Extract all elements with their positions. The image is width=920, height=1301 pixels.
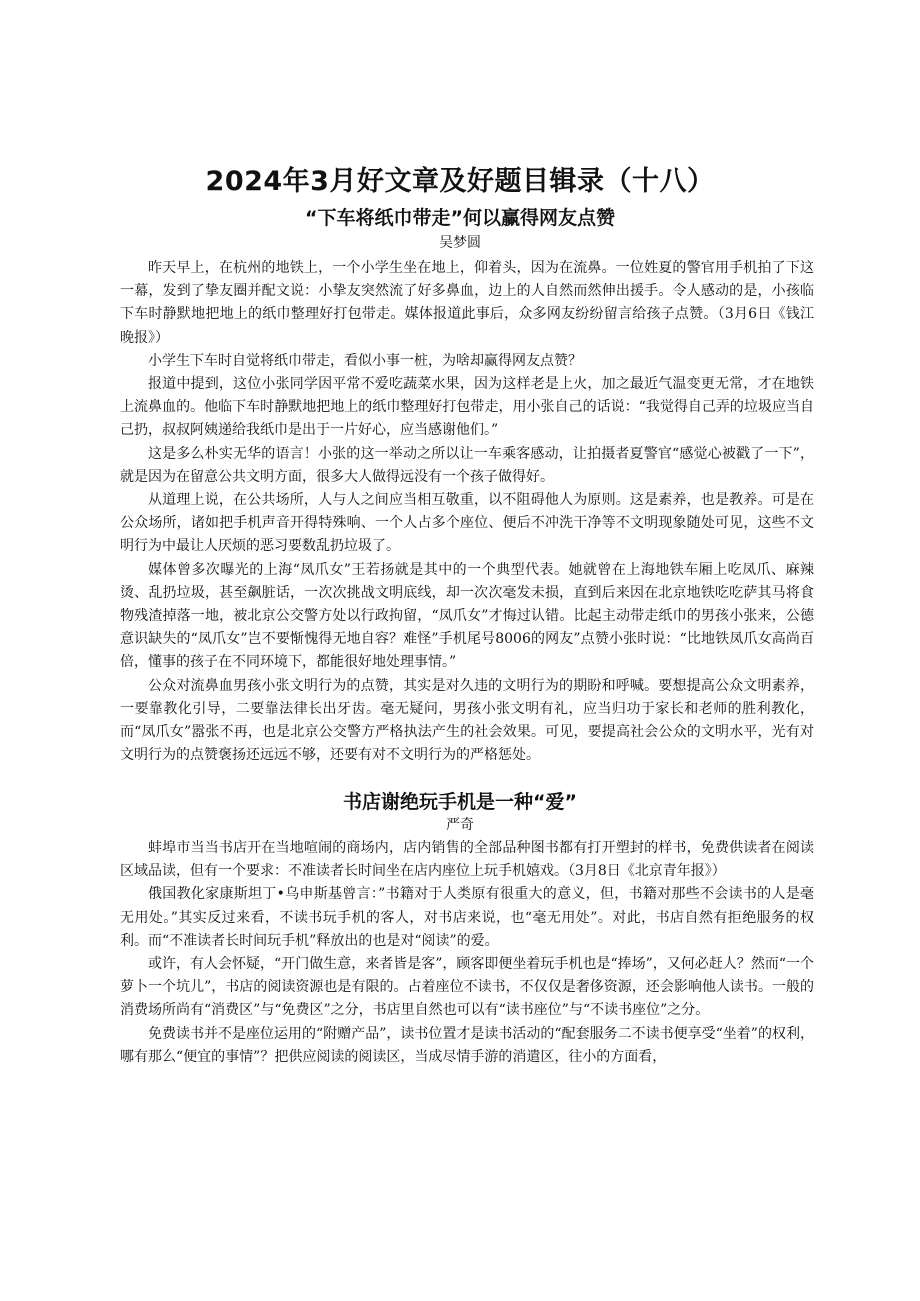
article-2-body [120,837,814,1069]
article-2-author: 严奇 [446,817,474,833]
article-1-paragraph: 这是多么朴实无华的语言！小张的这一举动之所以让一车乘客感动，让拍摄者夏警官“感觉心被戳了一下”，就是因为在留意公共文明方面，很多大人做得远没有一个孩子做得好。 [120,445,814,485]
article-2-paragraph: 蚌埠市当当书店开在当地喧闹的商场内，店内销售的全部品种图书都有打开塑封的样书，免费供读者在阅读区域品读，但有一个要求：不准读者长时间坐在店内座位上玩手机嬉戏。（3月8日《北京青年报》） [120,840,814,880]
document-title: 2024年3月好文章及好题目辑录（十八） [205,166,715,197]
article-2-paragraph: 免费读书并不是座位运用的“附赠产品”，读书位置才是读书活动的“配套服务二不读书便享受“坐着”的权利，哪有那么“便宜的事情”？把供应阅读的阅读区，当成尽情手游的消遣区，往小的方面看， [120,1025,814,1065]
article-1-paragraph: 从道理上说，在公共场所，人与人之间应当相互敬重，以不阻碍他人为原则。这是素养，也是教养。可是在公众场所，诸如把手机声音开得特殊响、一个人占多个座位、便后不冲洗干净等不文明现象随处可见，这些不文明行为中最让人厌烦的恶习要数乱扔垃圾了。 [120,492,814,555]
article-2-title: 书店谢绝玩手机是一种“爱” [343,791,577,813]
article-1-paragraph: 昨天早上，在杭州的地铁上，一个小学生坐在地上，仰着头，因为在流鼻。一位姓夏的警官用手机拍了下这一幕，发到了挚友圈并配文说：小挚友突然流了好多鼻血，边上的人自然而然伸出援手。令人感动的是，小孩临下车时静默地把地上的纸巾整理好打包带走。媒体报道此事后，众多网友纷纷留言给孩子点赞。（3月6日《钱江晚报》） [120,260,814,346]
article-1-paragraph: 小学生下车时自觉将纸巾带走，看似小事一桩，为啥却赢得网友点赞？ [148,352,582,369]
article-1-paragraph: 媒体曾多次曝光的上海“凤爪女”王若扬就是其中的一个典型代表。她就曾在上海地铁车厢上吃凤爪、麻辣烫、乱扔垃圾，甚至飙脏话，一次次挑战文明底线，却一次次毫发未损，直到后来因在北京地铁吃吃萨其马将食物残渣掉落一地，被北京公交警方处以行政拘留，“凤爪女”才悔过认错。比起主动带走纸巾的男孩小张来，公德意识缺失的“凤爪女”岂不要惭愧得无地自容？难怪”手机尾号8006的网友”点赞小张时说：“比地铁凤爪女高尚百倍，懂事的孩子在不同环境下，都能很好地处理事情。” [120,561,814,671]
article-1-body [120,257,814,767]
article-1-title: “下车将纸巾带走”何以赢得网友点赞 [305,207,615,229]
article-2-paragraph: 或许，有人会怀疑，“开门做生意，来者皆是客”，顾客即便坐着玩手机也是“捧场”，又何必赶人？然而“一个萝卜一个坑儿”，书店的阅读资源也是有限的。占着座位不读书，不仅仅是奢侈资源，还会影响他人读书。一般的消费场所尚有“消费区”与“免费区”之分，书店里自然也可以有“读书座位”与“不读书座位”之分。 [120,956,814,1019]
article-1-paragraph: 公众对流鼻血男孩小张文明行为的点赞，其实是对久违的文明行为的期盼和呼喊。要想提高公众文明素养，一要靠教化引导，二要靠法律长出牙齿。毫无疑问，男孩小张文明有礼，应当归功于家长和老师的胜利教化，而“凤爪女”嚣张不再，也是北京公交警方严格执法产生的社会效果。可见，要提高社会公众的文明水平，光有对文明行为的点赞褒扬还远远不够，还要有对不文明行为的严格惩处。 [120,677,814,764]
article-1-paragraph: 报道中提到，这位小张同学因平常不爱吃蔬菜水果，因为这样老是上火，加之最近气温变更无常，才在地铁上流鼻血的。他临下车时静默地把地上的纸巾整理好打包带走，用小张自己的话说：“我觉得自己弄的垃圾应当自己扔，叔叔阿姨递给我纸巾是出于一片好心，应当感谢他们。” [120,376,814,439]
article-1-author: 吴梦圆 [439,235,481,251]
article-2-paragraph: 俄国教化家康斯坦丁•乌申斯基曾言：”书籍对于人类原有很重大的意义，但，书籍对那些不会读书的人是毫无用处。”其实反过来看，不读书玩手机的客人，对书店来说，也“毫无用处”。对此，书店自然有拒绝服务的权利。而“不准读者长时间玩手机”释放出的也是对“阅读”的爱。 [120,886,814,949]
